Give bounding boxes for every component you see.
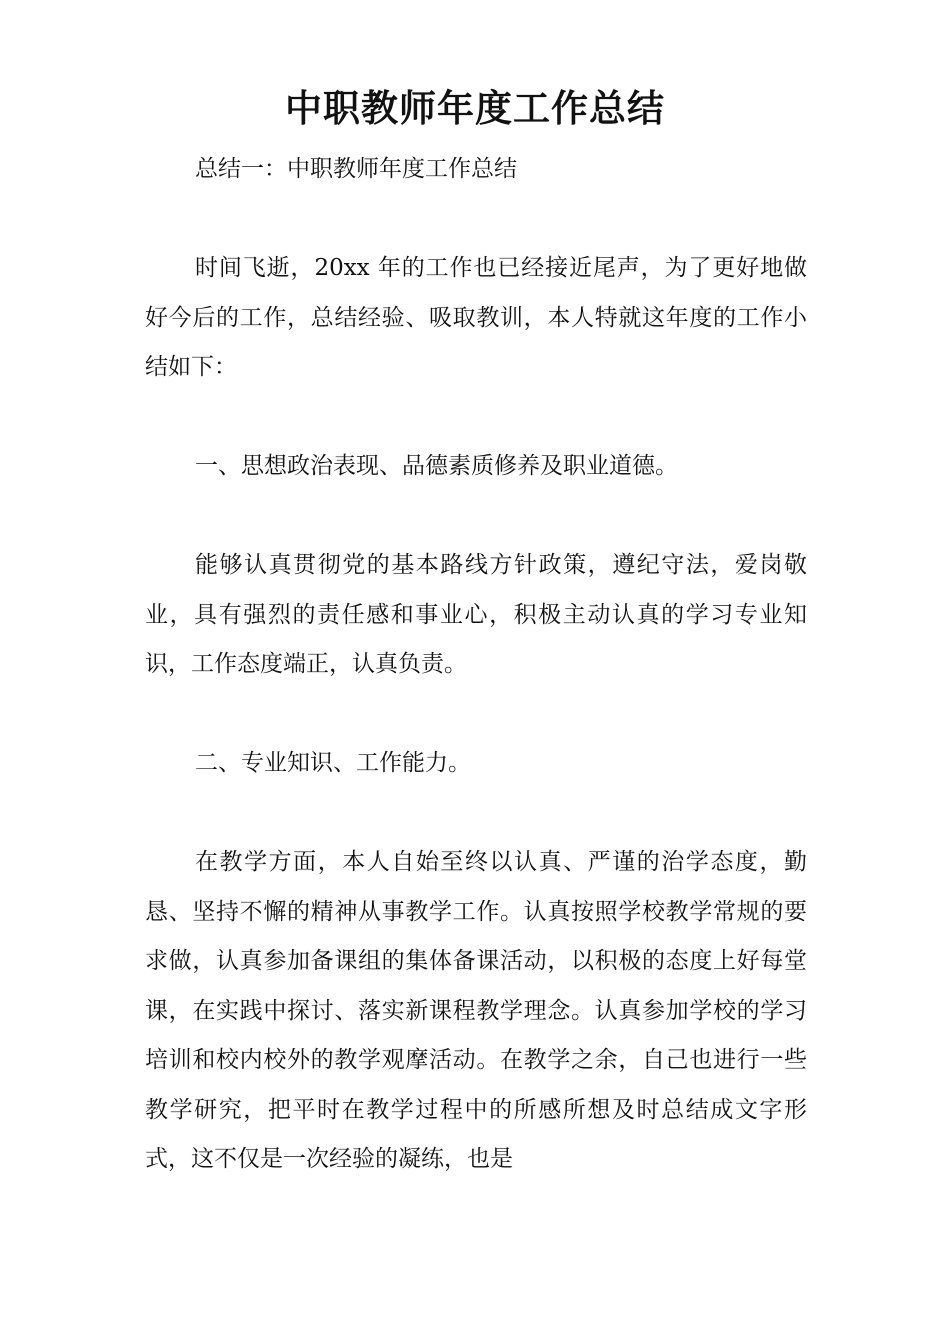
document-body: [145, 145, 807, 1185]
paragraph-section-2: 在教学方面，本人自始至终以认真、严谨的治学态度，勤恳、坚持不懈的精神从事教学工作。认真按照学校教学常规的要求做，认真参加备课组的集体备课活动，以积极的态度上好每堂课，在实践中探讨、落实新课程教学理念。认真参加学校的学习培训和校内校外的教学观摩活动。在教学之余，自己也进行一些教学研究，把平时在教学过程中的所感所想及时总结成文字形式，这不仅是一次经验的凝练，也是: [145, 849, 807, 1172]
section-subtitle: 总结一：中职教师年度工作总结: [195, 156, 517, 182]
paragraph-gap: [145, 690, 807, 740]
paragraph-gap: [145, 195, 807, 245]
paragraph-intro: 时间飞逝，20xx 年的工作也已经接近尾声，为了更好地做好今后的工作，总结经验、吸取教训，本人特就这年度的工作小结如下：: [145, 255, 807, 380]
heading-section-1: 一、思想政治表现、品德素质修养及职业道德。: [195, 453, 678, 479]
document-title: 中职教师年度工作总结: [285, 86, 665, 130]
heading-section-2: 二、专业知识、工作能力。: [195, 750, 471, 776]
paragraph-gap: [145, 393, 807, 443]
paragraph-section-1: 能够认真贯彻党的基本路线方针政策，遵纪守法，爱岗敬业，具有强烈的责任感和事业心，积极主动认真的学习专业知识，工作态度端正，认真负责。: [145, 552, 807, 677]
paragraph-gap: [145, 492, 807, 542]
paragraph-gap: [145, 789, 807, 839]
